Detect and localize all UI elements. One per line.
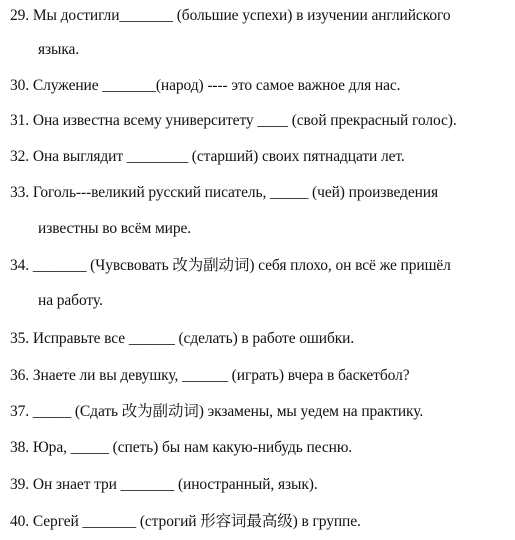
exercise-39: 39. Он знает три _______ (иностранный, язык).	[10, 476, 318, 493]
exercise-30: 30. Служение _______(народ) ---- это самое важное для нас.	[10, 77, 401, 94]
exercise-37: 37. _____ (Сдать 改为副动词) экзамены, мы уедем на практику.	[10, 403, 424, 420]
exercise-34-line-1: 34. _______ (Чувсвовать 改为副动词) себя плохо, он всё же пришёл	[10, 257, 451, 274]
exercise-35: 35. Исправьте все ______ (сделать) в работе ошибки.	[10, 330, 355, 347]
exercise-29-line-1: 29. Мы достигли_______ (большие успехи) в изучении английского	[10, 7, 451, 24]
exercise-33-line-2: известны во всём мире.	[38, 220, 192, 237]
exercise-38: 38. Юра, _____ (спеть) бы нам какую-нибудь песню.	[10, 439, 353, 456]
exercise-32: 32. Она выглядит ________ (старший) своих пятнадцати лет.	[10, 148, 405, 165]
exercise-40: 40. Сергей _______ (строгий 形容词最高级) в группе.	[10, 513, 361, 530]
exercise-33-line-1: 33. Гоголь---великий русский писатель, _____ (чей) произведения	[10, 184, 439, 201]
exercise-31: 31. Она известна всему университету ____ (свой прекрасный голос).	[10, 112, 457, 129]
exercise-36: 36. Знаете ли вы девушку, ______ (играть) вчера в баскетбол?	[10, 367, 410, 384]
exercise-34-line-2: на работу.	[38, 292, 103, 309]
exercise-29-line-2: языка.	[38, 41, 80, 58]
